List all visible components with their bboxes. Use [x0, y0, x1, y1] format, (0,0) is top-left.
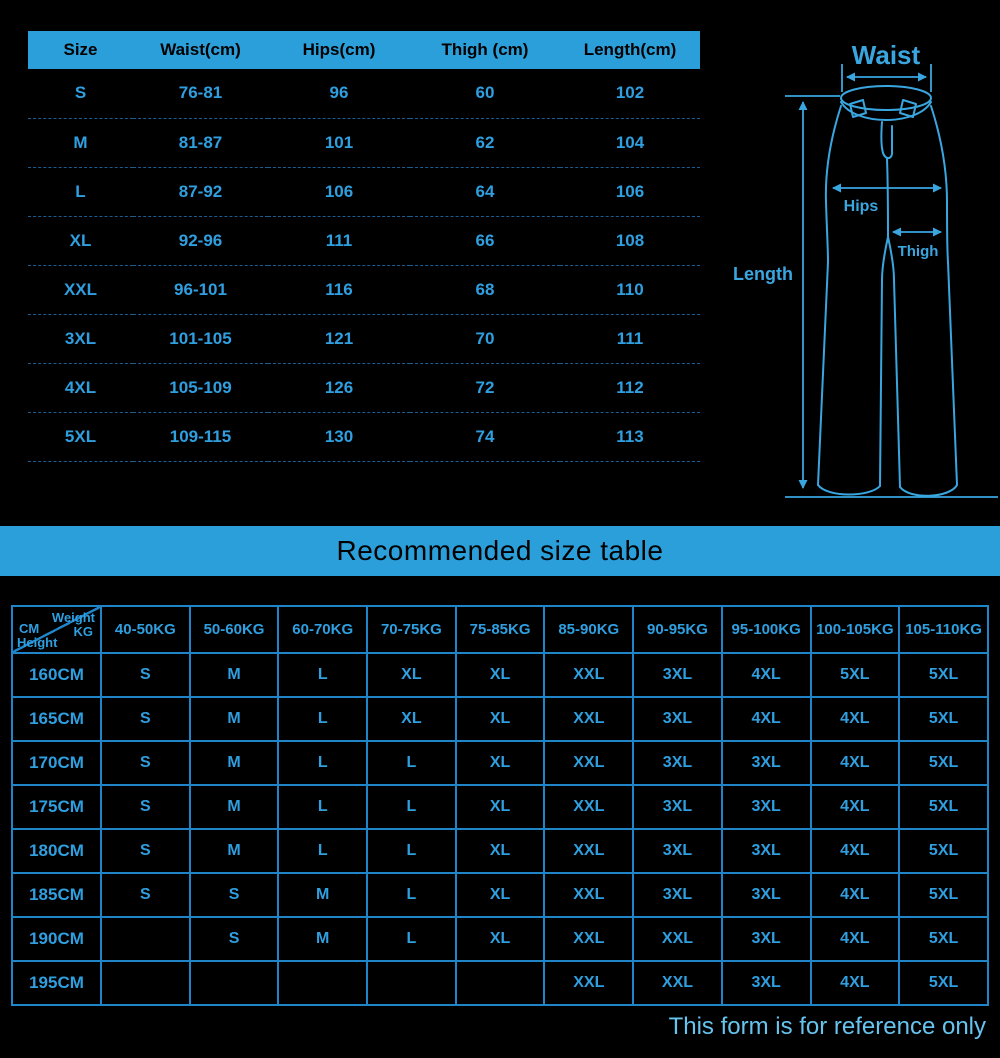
measurement-cell: 87-92 [133, 167, 268, 216]
size-cell: XXL [544, 741, 633, 785]
measurement-cell: 64 [410, 167, 560, 216]
size-cell: 3XL [722, 829, 811, 873]
size-cell: M [190, 741, 279, 785]
size-cell [278, 961, 367, 1005]
size-cell: XXL [633, 961, 722, 1005]
measurement-cell: 72 [410, 363, 560, 412]
height-row-label: 160CM [12, 653, 101, 697]
waist-dim-label: Waist [851, 40, 921, 70]
measurement-column-header: Size [28, 31, 133, 69]
measurement-cell: 112 [560, 363, 700, 412]
size-cell: S [101, 873, 190, 917]
measurement-cell: 126 [268, 363, 410, 412]
corner-weight-label: Weight [51, 610, 95, 625]
size-cell: L [278, 697, 367, 741]
size-cell: S [101, 653, 190, 697]
footer-note: This form is for reference only [668, 1013, 986, 1040]
measurement-cell: XXL [28, 265, 133, 314]
size-cell: XXL [544, 785, 633, 829]
measurement-header-row [28, 31, 700, 69]
size-cell: S [101, 741, 190, 785]
measurement-cell: 130 [268, 412, 410, 461]
size-cell: L [278, 741, 367, 785]
size-cell: 3XL [722, 961, 811, 1005]
size-cell [101, 917, 190, 961]
measurement-column-header: Length(cm) [560, 31, 700, 69]
size-cell: XXL [544, 961, 633, 1005]
measurement-row [28, 412, 700, 461]
measurement-cell: 101 [268, 118, 410, 167]
recommendation-table [11, 605, 989, 1006]
size-cell: S [190, 873, 279, 917]
size-cell: XL [456, 873, 545, 917]
measurement-row [28, 69, 700, 118]
measurement-cell: 106 [268, 167, 410, 216]
size-cell: 3XL [722, 873, 811, 917]
size-cell: XXL [544, 829, 633, 873]
size-cell: 3XL [722, 741, 811, 785]
recommendation-row [12, 917, 988, 961]
size-cell: 5XL [811, 653, 900, 697]
size-cell: XXL [544, 917, 633, 961]
size-cell: S [101, 785, 190, 829]
corner-cm-label: CM [19, 621, 40, 636]
banner [0, 526, 1000, 576]
measurement-row [28, 167, 700, 216]
recommendation-row [12, 961, 988, 1005]
measurement-cell: 76-81 [133, 69, 268, 118]
measurement-row [28, 216, 700, 265]
size-cell: L [367, 829, 456, 873]
measurement-row [28, 265, 700, 314]
measurement-cell: 4XL [28, 363, 133, 412]
measurement-cell: 5XL [28, 412, 133, 461]
size-cell [456, 961, 545, 1005]
weight-column-header: 95-100KG [722, 606, 811, 653]
size-cell: L [367, 873, 456, 917]
height-row-label: 165CM [12, 697, 101, 741]
size-cell: XL [456, 697, 545, 741]
measurement-table-body [28, 69, 700, 461]
size-cell: 5XL [899, 697, 988, 741]
size-cell: 3XL [633, 653, 722, 697]
size-cell: L [367, 917, 456, 961]
height-row-label: 195CM [12, 961, 101, 1005]
measurement-cell: XL [28, 216, 133, 265]
length-dim-label: Length [733, 264, 793, 284]
size-cell: 4XL [811, 917, 900, 961]
measurement-cell: 121 [268, 314, 410, 363]
size-cell: 3XL [633, 697, 722, 741]
measurement-cell: 70 [410, 314, 560, 363]
weight-column-header: 90-95KG [633, 606, 722, 653]
measurement-cell: 105-109 [133, 363, 268, 412]
weight-column-header: 105-110KG [899, 606, 988, 653]
recommendation-row [12, 653, 988, 697]
size-cell: XXL [633, 917, 722, 961]
weight-column-header: 70-75KG [367, 606, 456, 653]
measurement-cell: 92-96 [133, 216, 268, 265]
recommendation-row [12, 785, 988, 829]
measurement-row [28, 118, 700, 167]
weight-column-header: 75-85KG [456, 606, 545, 653]
size-cell: L [278, 785, 367, 829]
measurement-cell: 62 [410, 118, 560, 167]
size-cell: 5XL [899, 917, 988, 961]
size-cell [367, 961, 456, 1005]
corner-kg-label: KG [73, 624, 93, 639]
size-cell: XXL [544, 873, 633, 917]
size-cell: S [101, 697, 190, 741]
size-cell: 5XL [899, 785, 988, 829]
size-cell: S [101, 829, 190, 873]
size-cell: XL [456, 829, 545, 873]
measurement-row [28, 363, 700, 412]
size-cell [101, 961, 190, 1005]
size-cell: M [190, 653, 279, 697]
size-cell: 3XL [722, 917, 811, 961]
size-cell: XL [367, 653, 456, 697]
size-cell: XL [456, 785, 545, 829]
measurement-cell: M [28, 118, 133, 167]
banner-title: Recommended size table [336, 535, 664, 566]
measurement-cell: 102 [560, 69, 700, 118]
measurement-cell: 104 [560, 118, 700, 167]
measurement-cell: 111 [560, 314, 700, 363]
weight-column-header: 40-50KG [101, 606, 190, 653]
measurement-cell: S [28, 69, 133, 118]
height-row-label: 190CM [12, 917, 101, 961]
size-cell: 4XL [811, 961, 900, 1005]
corner-cell [12, 606, 101, 653]
measurement-cell: L [28, 167, 133, 216]
size-cell: 5XL [899, 741, 988, 785]
measurement-column-header: Hips(cm) [268, 31, 410, 69]
size-cell: 3XL [633, 873, 722, 917]
size-cell: M [190, 697, 279, 741]
size-cell: XXL [544, 653, 633, 697]
size-cell: 4XL [811, 829, 900, 873]
size-cell: 4XL [811, 697, 900, 741]
size-cell: M [278, 873, 367, 917]
size-cell: 5XL [899, 829, 988, 873]
measurement-cell: 96 [268, 69, 410, 118]
size-cell: 5XL [899, 873, 988, 917]
size-cell: XXL [544, 697, 633, 741]
recommendation-row [12, 741, 988, 785]
size-cell: M [278, 917, 367, 961]
measurement-cell: 109-115 [133, 412, 268, 461]
measurement-column-header: Waist(cm) [133, 31, 268, 69]
pants-outline-drawing [818, 86, 957, 496]
size-cell: M [190, 829, 279, 873]
size-cell: M [190, 785, 279, 829]
measurement-cell: 110 [560, 265, 700, 314]
weight-column-header: 85-90KG [544, 606, 633, 653]
size-cell: 3XL [722, 785, 811, 829]
size-cell: L [367, 785, 456, 829]
size-cell: 4XL [811, 873, 900, 917]
recommendation-row [12, 829, 988, 873]
size-cell: L [278, 653, 367, 697]
size-cell [190, 961, 279, 1005]
size-cell: 3XL [633, 741, 722, 785]
thigh-dim-label: Thigh [897, 243, 939, 260]
height-row-label: 185CM [12, 873, 101, 917]
pants-diagram [700, 30, 1000, 510]
size-cell: S [190, 917, 279, 961]
measurement-cell: 81-87 [133, 118, 268, 167]
measurement-cell: 113 [560, 412, 700, 461]
measurement-cell: 111 [268, 216, 410, 265]
size-cell: 4XL [811, 785, 900, 829]
measurement-cell: 116 [268, 265, 410, 314]
measurement-column-header: Thigh (cm) [410, 31, 560, 69]
measurement-row [28, 314, 700, 363]
corner-height-label: Height [17, 635, 58, 650]
size-cell: XL [367, 697, 456, 741]
size-cell: 3XL [633, 829, 722, 873]
size-cell: 4XL [722, 697, 811, 741]
size-cell: 4XL [811, 741, 900, 785]
recommendation-row [12, 697, 988, 741]
measurement-cell: 3XL [28, 314, 133, 363]
weight-column-header: 60-70KG [278, 606, 367, 653]
recommendation-table-body [12, 653, 988, 1005]
hips-dim-label: Hips [843, 198, 879, 215]
recommendation-header-row [12, 606, 988, 653]
weight-column-header: 50-60KG [190, 606, 279, 653]
size-cell: 3XL [633, 785, 722, 829]
size-cell: L [367, 741, 456, 785]
measurement-cell: 66 [410, 216, 560, 265]
measurement-cell: 96-101 [133, 265, 268, 314]
measurement-cell: 68 [410, 265, 560, 314]
size-cell: 4XL [722, 653, 811, 697]
measurement-cell: 108 [560, 216, 700, 265]
measurement-cell: 74 [410, 412, 560, 461]
measurement-cell: 101-105 [133, 314, 268, 363]
size-cell: L [278, 829, 367, 873]
size-cell: XL [456, 917, 545, 961]
height-row-label: 175CM [12, 785, 101, 829]
size-cell: XL [456, 741, 545, 785]
height-row-label: 180CM [12, 829, 101, 873]
height-row-label: 170CM [12, 741, 101, 785]
measurement-cell: 106 [560, 167, 700, 216]
size-cell: XL [456, 653, 545, 697]
measurement-table [28, 31, 700, 462]
recommendation-row [12, 873, 988, 917]
measurement-cell: 60 [410, 69, 560, 118]
size-cell: 5XL [899, 653, 988, 697]
size-cell: 5XL [899, 961, 988, 1005]
weight-column-header: 100-105KG [811, 606, 900, 653]
